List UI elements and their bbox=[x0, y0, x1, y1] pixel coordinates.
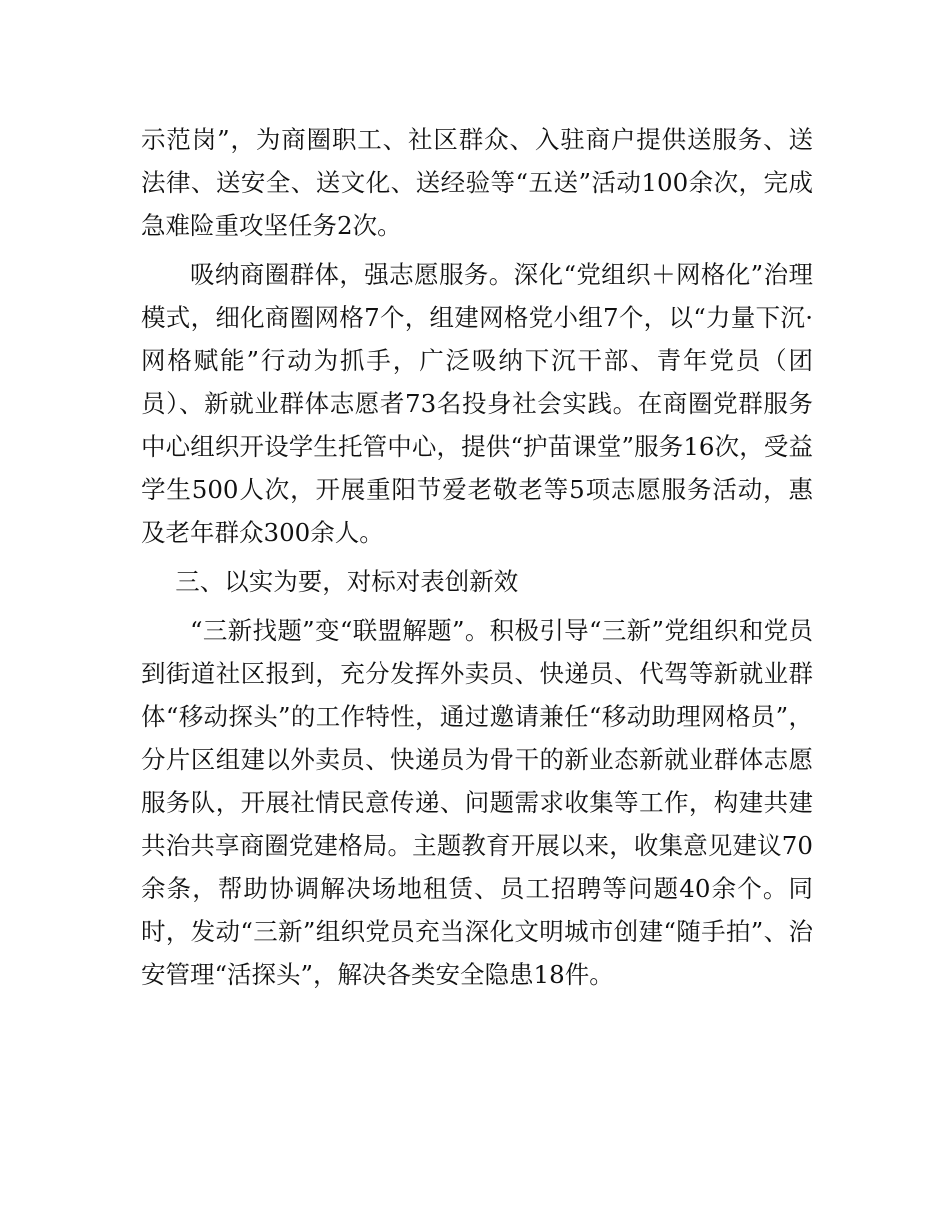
document-body bbox=[141, 118, 813, 996]
paragraph-volunteer-service: 吸纳商圈群体，强志愿服务。深化“党组织＋网格化”治理模式，细化商圈网格7个，组建网格党小组7个，以“力量下沉·网格赋能”行动为抓手，广泛吸纳下沉干部、青年党员（团员）、新就业群体志愿者73名投身社会实践。在商圈党群服务中心组织开设学生托管中心，提供“护苗课堂”服务16次，受益学生500人次，开展重阳节爱老敬老等5项志愿服务活动，惠及老年群众300余人。 bbox=[141, 260, 813, 547]
paragraph-continuation: 示范岗”，为商圈职工、社区群众、入驻商户提供送服务、送法律、送安全、送文化、送经验等“五送”活动100余次，完成急难险重攻坚任务2次。 bbox=[141, 125, 813, 240]
paragraph-alliance-solutions: “三新找题”变“联盟解题”。积极引导“三新”党组织和党员到街道社区报到，充分发挥外卖员、快递员、代驾等新就业群体“移动探头”的工作特性，通过邀请兼任“移动助理网格员”，分片区组建以外卖员、快递员为骨干的新业态新就业群体志愿服务队，开展社情民意传递、问题需求收集等工作，构建共建共治共享商圈党建格局。主题教育开展以来，收集意见建议70余条，帮助协调解决场地租赁、员工招聘等问题40余个。同时，发动“三新”组织党员充当深化文明城市创建“随手拍”、治安管理“活探头”，解决各类安全隐患18件。 bbox=[141, 616, 813, 989]
section-heading: 三、以实为要，对标对表创新效 bbox=[175, 567, 519, 596]
